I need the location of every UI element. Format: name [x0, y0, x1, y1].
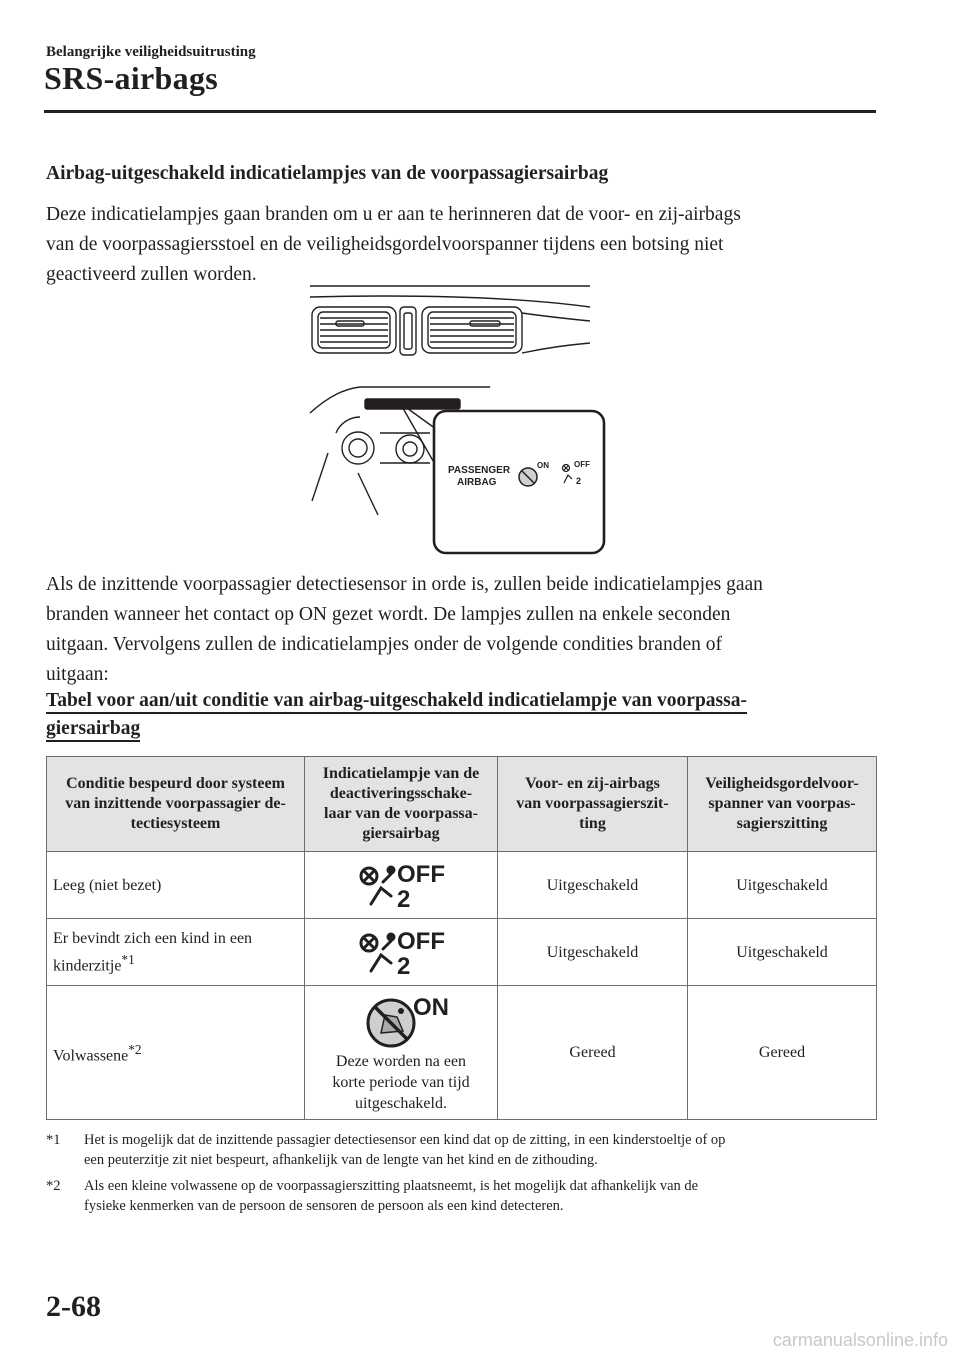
- header-indicator: Indicatielampje van de deactiveringsschake- laar van de voorpassa- giersairbag: [305, 757, 498, 852]
- footnote-ref: *2: [128, 1041, 142, 1057]
- body-line: uitgaan:: [46, 664, 109, 685]
- footnote-2: *2 Als een kleine volwassene op de voorpassagierszitting plaatsneemt, is het mogelijk dat afhankelijk van de fysieke kenmerken van de persoon de sensoren de persoon als een kind detecteren.: [46, 1178, 699, 1214]
- table-heading-line: giersairbag: [46, 718, 140, 742]
- airbag-off-icon: [351, 854, 451, 910]
- table-row: [47, 852, 877, 919]
- table-row: [47, 986, 877, 1120]
- title-divider: [44, 110, 876, 113]
- table-row: [47, 919, 877, 986]
- svg-text:OFF: OFF: [397, 928, 445, 955]
- footnote-mark: *2: [46, 1178, 61, 1194]
- airbag-on-icon: [351, 991, 451, 1051]
- body-line: Als de inzittende voorpassagier detectiesensor in orde is, zullen beide indicatielampjes gaan: [46, 574, 763, 595]
- illustration-on-text: ON: [537, 461, 549, 470]
- svg-text:ON: ON: [413, 994, 449, 1021]
- table-heading: [46, 687, 876, 743]
- intro-paragraph: [46, 200, 876, 290]
- on-indicator-icon: [519, 468, 537, 486]
- condition-cell: Leeg (niet bezet): [47, 852, 305, 919]
- indicator-cell: [305, 852, 498, 919]
- pretensioner-cell: Uitgeschakeld: [688, 919, 877, 986]
- body-line: uitgaan. Vervolgens zullen de indicatielampjes onder de volgende condities branden of: [46, 634, 722, 655]
- intro-line: geactiveerd zullen worden.: [46, 264, 257, 285]
- svg-text:2: 2: [397, 953, 411, 977]
- indicator-cell: [305, 986, 498, 1120]
- condition-table: [46, 756, 877, 1120]
- illustration-off-text: OFF: [574, 460, 590, 469]
- dashboard-illustration: [300, 283, 610, 558]
- svg-text:2: 2: [397, 886, 411, 910]
- intro-line: van de voorpassagiersstoel en de veiligheidsgordelvoorspanner tijdens een botsing niet: [46, 234, 724, 255]
- airbag-off-icon: [351, 921, 451, 977]
- header-pretensioner: Veiligheidsgordelvoor- spanner van voorpas- sagierszitting: [688, 757, 877, 852]
- pretensioner-cell: Gereed: [688, 986, 877, 1120]
- airbags-cell: Uitgeschakeld: [498, 919, 688, 986]
- footnote-ref: *1: [121, 951, 135, 967]
- indicator-note: Deze worden na een korte periode van tijd uitgeschakeld.: [332, 1053, 470, 1112]
- subheading: Airbag-uitgeschakeld indicatielampjes van de voorpassagiersairbag: [46, 163, 609, 184]
- indicator-cell: [305, 919, 498, 986]
- body-line: branden wanneer het contact op ON gezet wordt. De lampjes zullen na enkele seconden: [46, 604, 731, 625]
- header-airbags: Voor- en zij-airbags van voorpassagierszit- ting: [498, 757, 688, 852]
- header-condition: Conditie bespeurd door systeem van inzittende voorpassagier de- tectiesysteem: [47, 757, 305, 852]
- condition-cell: Volwassene$^{*2}$: [47, 986, 305, 1120]
- table-heading-line: Tabel voor aan/uit conditie van airbag-uitgeschakeld indicatielampje van voorpassa-: [46, 690, 747, 714]
- illustration-label-2: AIRBAG: [457, 477, 497, 488]
- illustration-label-1: PASSENGER: [448, 465, 511, 476]
- table-header-row: [47, 757, 877, 852]
- condition-cell: Er bevindt zich een kind in een kinderzitje$^{*1}$: [47, 919, 305, 986]
- airbags-cell: Uitgeschakeld: [498, 852, 688, 919]
- page-number: 2-68: [46, 1290, 101, 1323]
- section-label: Belangrijke veiligheidsuitrusting: [46, 44, 256, 60]
- pretensioner-cell: Uitgeschakeld: [688, 852, 877, 919]
- footnote-1: *1 Het is mogelijk dat de inzittende passagier detectiesensor een kind dat op de zitting, in een kinderstoeltje of op een peuterzitje zit niet bespeurt, afhankelijk van de lengte van het kind en de zithouding.: [46, 1132, 726, 1168]
- illustration-two-text: 2: [576, 476, 582, 486]
- airbags-cell: Gereed: [498, 986, 688, 1120]
- watermark: carmanualsonline.info: [772, 1330, 948, 1350]
- intro-line: Deze indicatielampjes gaan branden om u er aan te herinneren dat de voor- en zij-airbags: [46, 204, 741, 225]
- page-title: SRS-airbags: [44, 60, 219, 96]
- footnote-mark: *1: [46, 1132, 61, 1148]
- body-paragraph: [46, 570, 876, 690]
- svg-text:OFF: OFF: [397, 861, 445, 888]
